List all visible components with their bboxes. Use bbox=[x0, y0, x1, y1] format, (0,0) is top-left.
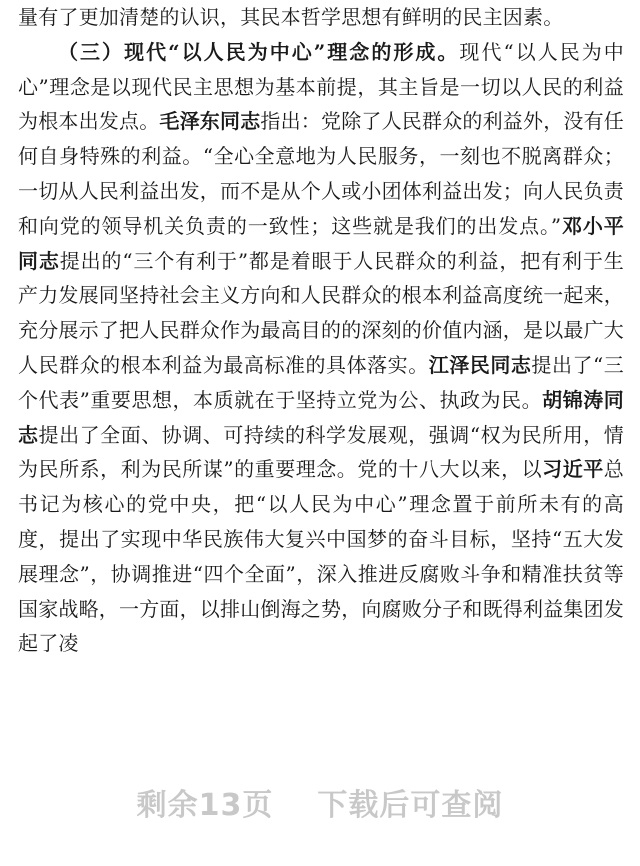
name-hu: 胡锦涛同志 bbox=[18, 387, 624, 447]
name-xi: 习近平 bbox=[542, 457, 604, 482]
paragraph-text: 提出了“三个代表”重要思想，本质就在于坚持立党为公、执政为民。 bbox=[18, 352, 624, 412]
download-hint-label: 下载后可查阅 bbox=[317, 788, 504, 823]
paragraph-continuation bbox=[18, 0, 624, 35]
paragraph-section-three bbox=[18, 35, 624, 661]
name-mao: 毛泽东同志 bbox=[159, 109, 261, 134]
download-prompt[interactable] bbox=[0, 780, 640, 824]
line-text: 量有了更加清楚的认识，其民本哲学思想有鲜明的民主因素。 bbox=[18, 5, 564, 29]
name-jiang: 江泽民同志 bbox=[428, 352, 532, 377]
paragraph-text: 现代“以人民为中心”理念是以现代民主思想为基本前提，其主旨是一切以人民的利益为根本出发点。 bbox=[18, 39, 624, 134]
section-heading: （三）现代“以人民为中心”理念的形成。 bbox=[58, 39, 460, 64]
name-deng: 邓小平同志 bbox=[18, 213, 625, 273]
paragraph-text: 提出的“三个有利于”都是着眼于人民群众的利益，把有利于生产力发展同坚持社会主义方向和人民群众的根本利益高度统一起来，充分展示了把人民群众作为最高目的的深刻的价值内涵，是以最广大人民群众的根本利益为最高标准的具体落实。 bbox=[18, 248, 624, 377]
remaining-pages-label: 剩余13页 bbox=[136, 788, 274, 823]
document-body bbox=[18, 0, 624, 661]
paragraph-text: 提出了全面、协调、可持续的科学发展观，强调“权为民所用，情为民所系，利为民所谋”的重要理念。党的十八大以来，以 bbox=[18, 422, 624, 482]
paragraph-text: 指出：党除了人民群众的利益外，没有任何自身特殊的利益。“全心全意地为人民服务，一刻也不脱离群众；一切从人民利益出发，而不是从个人或小团体利益出发；向人民负责和向党的领导机关负责的一致性；这些就是我们的出发点。” bbox=[18, 109, 625, 238]
paragraph-text: 总书记为核心的党中央，把“以人民为中心”理念置于前所未有的高度，提出了实现中华民族伟大复兴中国梦的奋斗目标，坚持“五大发展理念”，协调推进“四个全面”，深入推进反腐败斗争和精准扶贫等国家战略，一方面，以排山倒海之势，向腐败分子和既得利益集团发起了凌 bbox=[18, 457, 624, 656]
